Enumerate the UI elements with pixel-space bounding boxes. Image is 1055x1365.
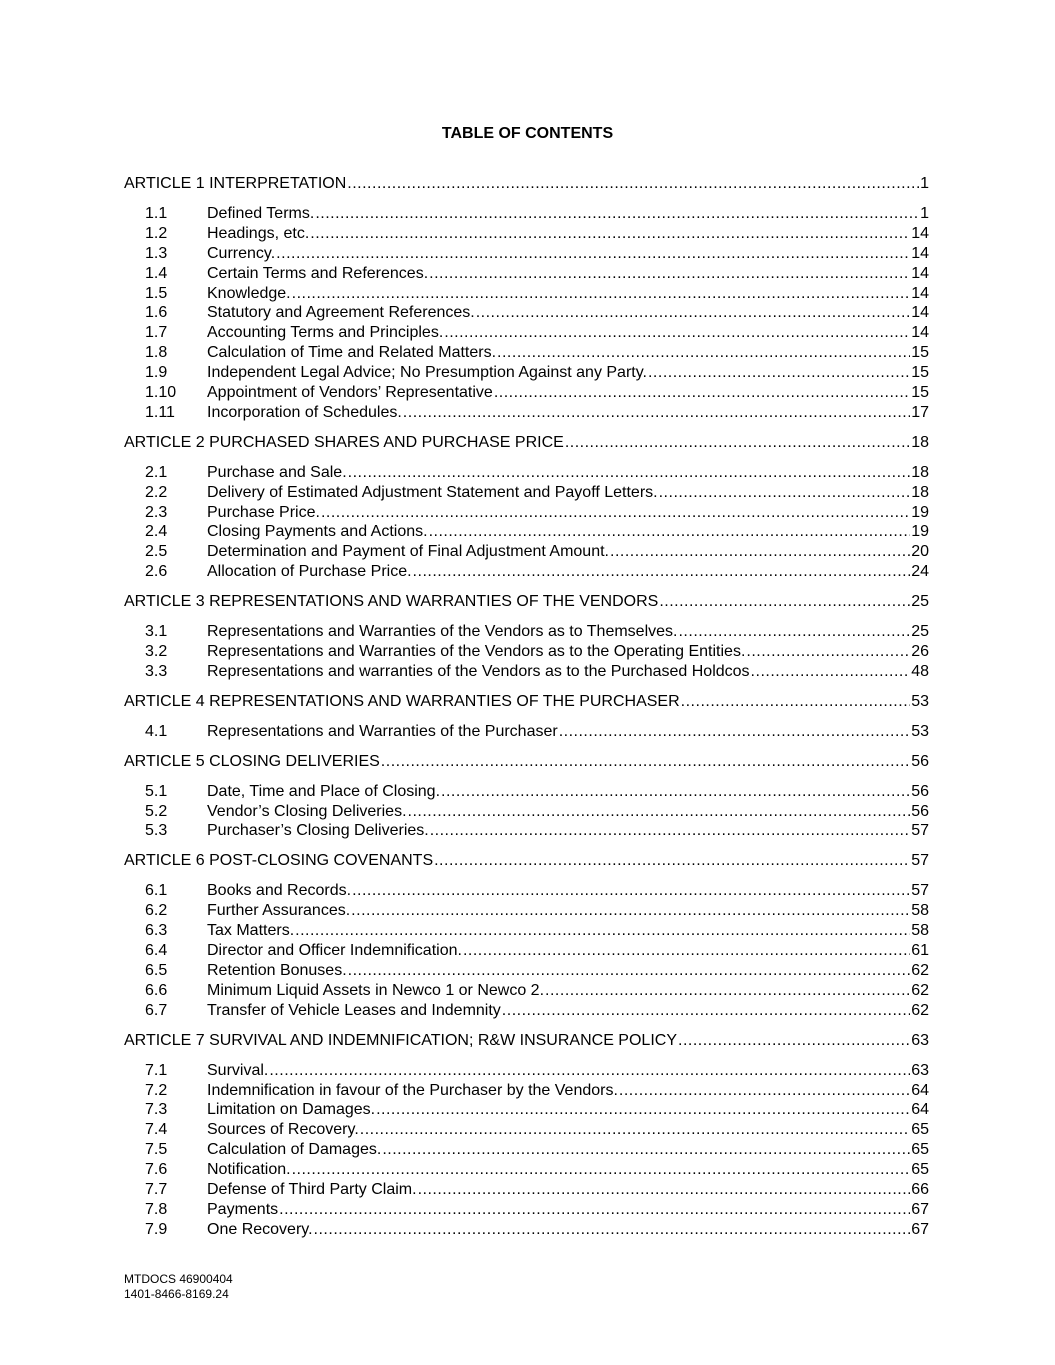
toc-section-entry <box>124 562 929 582</box>
section-number: 6.4 <box>145 942 168 960</box>
section-page-number: 62 <box>911 1001 929 1019</box>
article-sections <box>124 1061 929 1240</box>
section-title: Representations and Warranties of the Purchaser <box>207 722 558 740</box>
section-title: Director and Officer Indemnification. <box>207 942 462 960</box>
section-title: Defined Terms. <box>207 205 315 222</box>
dot-leader <box>352 881 910 901</box>
section-title: Books and Records. <box>207 882 352 900</box>
toc-section-entry <box>124 662 929 682</box>
section-page-number: 15 <box>911 384 929 402</box>
section-page-number: 66 <box>911 1180 929 1198</box>
dot-leader <box>678 622 910 642</box>
section-number: 3.3 <box>145 662 168 680</box>
toc-section-entry <box>124 1180 929 1200</box>
section-page-number: 14 <box>911 324 929 342</box>
dot-leader <box>276 244 910 264</box>
section-title: One Recovery. <box>207 1220 313 1238</box>
section-page-number: 67 <box>911 1200 929 1218</box>
dot-leader <box>348 463 911 483</box>
table-of-contents <box>124 174 929 1250</box>
toc-section-entry <box>124 782 929 802</box>
dot-leader <box>360 1120 910 1140</box>
dot-leader <box>565 433 910 453</box>
dot-leader <box>376 1100 910 1120</box>
section-number: 6.6 <box>145 981 168 999</box>
footer-doc-id: MTDOCS 46900404 <box>124 1272 233 1286</box>
section-page-number: 64 <box>911 1101 929 1119</box>
section-number: 6.3 <box>145 922 168 940</box>
toc-section-entry <box>124 363 929 383</box>
section-number: 6.5 <box>145 961 168 979</box>
section-page-number: 57 <box>911 822 929 840</box>
section-number: 6.7 <box>145 1001 168 1019</box>
section-number: 7.3 <box>145 1101 168 1119</box>
toc-section-entry <box>124 921 929 941</box>
section-title: Knowledge. <box>207 284 291 302</box>
section-title: Currency. <box>207 244 276 262</box>
section-title: Statutory and Agreement References. <box>207 304 475 322</box>
dot-leader <box>429 522 911 542</box>
article-sections <box>124 881 929 1020</box>
dot-leader <box>347 174 919 194</box>
dot-leader <box>659 483 911 503</box>
dot-leader <box>610 542 910 562</box>
dot-leader <box>279 1200 910 1220</box>
section-number: 1.6 <box>145 304 168 322</box>
dot-leader <box>292 1160 911 1180</box>
section-page-number: 58 <box>911 902 929 920</box>
dot-leader <box>381 752 910 772</box>
section-number: 2.2 <box>145 483 168 501</box>
section-number: 1.10 <box>145 384 177 402</box>
article-sections <box>124 204 929 423</box>
toc-article-entry <box>124 592 929 612</box>
article-title: ARTICLE 7 SURVIVAL AND INDEMNIFICATION; R&W INSURANCE POLICY <box>124 1031 677 1049</box>
toc-section-entry <box>124 1200 929 1220</box>
section-number: 3.1 <box>145 623 168 641</box>
section-number: 5.3 <box>145 822 168 840</box>
toc-section-entry <box>124 802 929 822</box>
dot-leader <box>444 323 910 343</box>
section-number: 1.3 <box>145 244 168 262</box>
section-title: Determination and Payment of Final Adjustment Amount. <box>207 543 609 561</box>
section-title: Purchaser’s Closing Deliveries. <box>207 822 429 840</box>
dot-leader <box>648 363 910 383</box>
section-title: Calculation of Damages. <box>207 1141 382 1159</box>
section-page-number: 63 <box>911 1061 929 1079</box>
section-number: 6.2 <box>145 902 168 920</box>
dot-leader <box>659 592 910 612</box>
section-title: Calculation of Time and Related Matters. <box>207 344 497 362</box>
section-number: 1.4 <box>145 264 168 282</box>
section-number: 7.4 <box>145 1121 168 1139</box>
section-number: 7.7 <box>145 1180 168 1198</box>
dot-leader <box>315 204 919 224</box>
toc-section-entry <box>124 961 929 981</box>
toc-article-entry <box>124 433 929 453</box>
section-title: Further Assurances. <box>207 902 351 920</box>
toc-section-entry <box>124 1001 929 1021</box>
section-title: Purchase Price. <box>207 503 320 521</box>
article-page-number: 56 <box>911 752 929 770</box>
section-title: Defense of Third Party Claim. <box>207 1180 417 1198</box>
toc-section-entry <box>124 642 929 662</box>
section-number: 2.3 <box>145 503 168 521</box>
toc-section-entry <box>124 483 929 503</box>
dot-leader <box>413 562 911 582</box>
section-number: 1.2 <box>145 224 168 242</box>
toc-section-entry <box>124 821 929 841</box>
toc-section-entry <box>124 244 929 264</box>
dot-leader <box>441 782 910 802</box>
section-page-number: 20 <box>911 543 929 561</box>
section-page-number: 18 <box>911 463 929 481</box>
dot-leader <box>269 1061 910 1081</box>
section-title: Incorporation of Schedules. <box>207 403 402 421</box>
section-page-number: 57 <box>911 882 929 900</box>
section-number: 1.9 <box>145 364 168 382</box>
dot-leader <box>403 403 910 423</box>
dot-leader <box>434 851 910 871</box>
article-title: ARTICLE 4 REPRESENTATIONS AND WARRANTIES OF THE PURCHASER <box>124 692 680 710</box>
section-number: 5.1 <box>145 782 168 800</box>
section-page-number: 56 <box>911 802 929 820</box>
page-title: TABLE OF CONTENTS <box>441 125 614 142</box>
section-page-number: 19 <box>911 503 929 521</box>
section-page-number: 53 <box>911 722 929 740</box>
dot-leader <box>321 503 910 523</box>
dot-leader <box>429 264 910 284</box>
dot-leader <box>746 642 910 662</box>
section-title: Transfer of Vehicle Leases and Indemnity <box>207 1001 501 1019</box>
article-page-number: 53 <box>911 692 929 710</box>
dot-leader <box>295 921 910 941</box>
section-title: Vendor’s Closing Deliveries. <box>207 802 407 820</box>
dot-leader <box>408 802 911 822</box>
toc-section-entry <box>124 383 929 403</box>
section-number: 1.1 <box>145 205 168 222</box>
section-title: Representations and Warranties of the Vendors as to Themselves. <box>207 623 678 641</box>
section-number: 2.4 <box>145 523 168 541</box>
toc-section-entry <box>124 1140 929 1160</box>
toc-article-entry <box>124 174 929 194</box>
dot-leader <box>619 1081 910 1101</box>
toc-section-entry <box>124 622 929 642</box>
dot-leader <box>418 1180 911 1200</box>
section-page-number: 48 <box>911 662 929 680</box>
section-number: 1.5 <box>145 284 168 302</box>
section-title: Independent Legal Advice; No Presumption Against any Party. <box>207 364 647 382</box>
section-page-number: 25 <box>911 623 929 641</box>
page-footer <box>124 1272 233 1302</box>
toc-section-entry <box>124 941 929 961</box>
section-page-number: 14 <box>911 244 929 262</box>
toc-section-entry <box>124 522 929 542</box>
section-title: Representations and warranties of the Vendors as to the Purchased Holdcos <box>207 662 750 680</box>
section-title: Notification. <box>207 1161 291 1179</box>
section-number: 7.1 <box>145 1061 168 1079</box>
section-title: Certain Terms and References. <box>207 264 429 282</box>
dot-leader <box>310 224 910 244</box>
toc-section-entry <box>124 323 929 343</box>
toc-section-entry <box>124 542 929 562</box>
dot-leader <box>751 662 911 682</box>
dot-leader <box>348 961 911 981</box>
article-sections <box>124 463 929 582</box>
article-sections <box>124 722 929 742</box>
toc-section-entry <box>124 1100 929 1120</box>
section-title: Retention Bonuses. <box>207 961 347 979</box>
article-title: ARTICLE 2 PURCHASED SHARES AND PURCHASE PRICE <box>124 433 564 451</box>
section-page-number: 65 <box>911 1121 929 1139</box>
toc-section-entry <box>124 1160 929 1180</box>
section-page-number: 14 <box>911 264 929 282</box>
dot-leader <box>314 1220 911 1240</box>
toc-article-entry <box>124 851 929 871</box>
section-title: Closing Payments and Actions. <box>207 523 428 541</box>
dot-leader <box>476 303 910 323</box>
article-page-number: 63 <box>911 1031 929 1049</box>
section-title: Purchase and Sale. <box>207 463 347 481</box>
section-page-number: 65 <box>911 1141 929 1159</box>
article-sections <box>124 622 929 682</box>
dot-leader <box>292 284 911 304</box>
article-title: ARTICLE 3 REPRESENTATIONS AND WARRANTIES OF THE VENDORS <box>124 593 659 611</box>
dot-leader <box>497 343 910 363</box>
toc-section-entry <box>124 901 929 921</box>
section-title: Minimum Liquid Assets in Newco 1 or Newco 2. <box>207 981 545 999</box>
toc-section-entry <box>124 1120 929 1140</box>
toc-section-entry <box>124 981 929 1001</box>
toc-article-entry <box>124 692 929 712</box>
section-title: Headings, etc. <box>207 224 310 242</box>
toc-article-entry <box>124 1031 929 1051</box>
dot-leader <box>494 383 910 403</box>
section-page-number: 1 <box>920 205 929 222</box>
dot-leader <box>502 1001 910 1021</box>
article-title: ARTICLE 6 POST-CLOSING COVENANTS <box>124 852 434 870</box>
section-page-number: 67 <box>911 1220 929 1238</box>
toc-section-entry <box>124 1220 929 1240</box>
section-number: 6.1 <box>145 882 168 900</box>
toc-section-entry <box>124 403 929 423</box>
section-number: 2.6 <box>145 563 168 581</box>
section-page-number: 62 <box>911 981 929 999</box>
section-number: 1.8 <box>145 344 168 362</box>
section-page-number: 17 <box>911 403 929 421</box>
toc-section-entry <box>124 503 929 523</box>
dot-leader <box>351 901 910 921</box>
section-page-number: 15 <box>911 364 929 382</box>
article-page-number: 1 <box>920 175 929 192</box>
toc-section-entry <box>124 343 929 363</box>
section-title: Allocation of Purchase Price. <box>207 563 412 581</box>
section-number: 4.1 <box>145 722 168 740</box>
toc-section-entry <box>124 204 929 224</box>
section-number: 2.5 <box>145 543 168 561</box>
section-page-number: 61 <box>911 942 929 960</box>
toc-article-entry <box>124 752 929 772</box>
toc-section-entry <box>124 1061 929 1081</box>
section-title: Appointment of Vendors’ Representative <box>207 384 493 402</box>
section-number: 2.1 <box>145 463 168 481</box>
section-page-number: 58 <box>911 922 929 940</box>
section-page-number: 15 <box>911 344 929 362</box>
dot-leader <box>430 821 910 841</box>
dot-leader <box>678 1031 910 1051</box>
section-number: 1.7 <box>145 324 168 342</box>
section-number: 7.6 <box>145 1161 168 1179</box>
section-title: Limitation on Damages. <box>207 1101 376 1119</box>
toc-section-entry <box>124 881 929 901</box>
section-title: Payments <box>207 1200 279 1218</box>
section-title: Indemnification in favour of the Purchaser by the Vendors. <box>207 1081 618 1099</box>
section-title: Date, Time and Place of Closing. <box>207 782 441 800</box>
section-page-number: 14 <box>911 224 929 242</box>
toc-section-entry <box>124 463 929 483</box>
article-page-number: 25 <box>911 593 929 611</box>
section-number: 1.11 <box>145 403 175 421</box>
toc-section-entry <box>124 722 929 742</box>
section-number: 3.2 <box>145 643 168 661</box>
dot-leader <box>382 1140 910 1160</box>
section-page-number: 26 <box>911 643 929 661</box>
footer-ref: 1401-8466-8169.24 <box>124 1287 229 1301</box>
article-title: ARTICLE 5 CLOSING DELIVERIES <box>124 752 380 770</box>
section-title: Survival. <box>207 1061 269 1079</box>
dot-leader <box>559 722 911 742</box>
section-title: Sources of Recovery. <box>207 1121 359 1139</box>
section-page-number: 62 <box>911 961 929 979</box>
section-page-number: 24 <box>911 563 929 581</box>
dot-leader <box>681 692 911 712</box>
section-page-number: 64 <box>911 1081 929 1099</box>
article-page-number: 57 <box>911 852 929 870</box>
section-number: 7.9 <box>145 1220 168 1238</box>
section-page-number: 65 <box>911 1161 929 1179</box>
dot-leader <box>463 941 910 961</box>
section-page-number: 14 <box>911 284 929 302</box>
toc-section-entry <box>124 1081 929 1101</box>
toc-section-entry <box>124 303 929 323</box>
section-title: Delivery of Estimated Adjustment Statement and Payoff Letters. <box>207 483 658 501</box>
section-page-number: 19 <box>911 523 929 541</box>
article-title: ARTICLE 1 INTERPRETATION <box>124 175 347 192</box>
dot-leader <box>545 981 910 1001</box>
article-page-number: 18 <box>911 433 929 451</box>
section-number: 7.2 <box>145 1081 168 1099</box>
section-page-number: 56 <box>911 782 929 800</box>
section-number: 7.5 <box>145 1141 168 1159</box>
section-number: 5.2 <box>145 802 168 820</box>
section-title: Tax Matters. <box>207 922 295 940</box>
section-title: Accounting Terms and Principles. <box>207 324 444 342</box>
article-sections <box>124 782 929 842</box>
toc-section-entry <box>124 284 929 304</box>
toc-section-entry <box>124 264 929 284</box>
toc-section-entry <box>124 224 929 244</box>
section-page-number: 18 <box>911 483 929 501</box>
section-page-number: 14 <box>911 304 929 322</box>
section-number: 7.8 <box>145 1200 168 1218</box>
section-title: Representations and Warranties of the Vendors as to the Operating Entities. <box>207 643 746 661</box>
